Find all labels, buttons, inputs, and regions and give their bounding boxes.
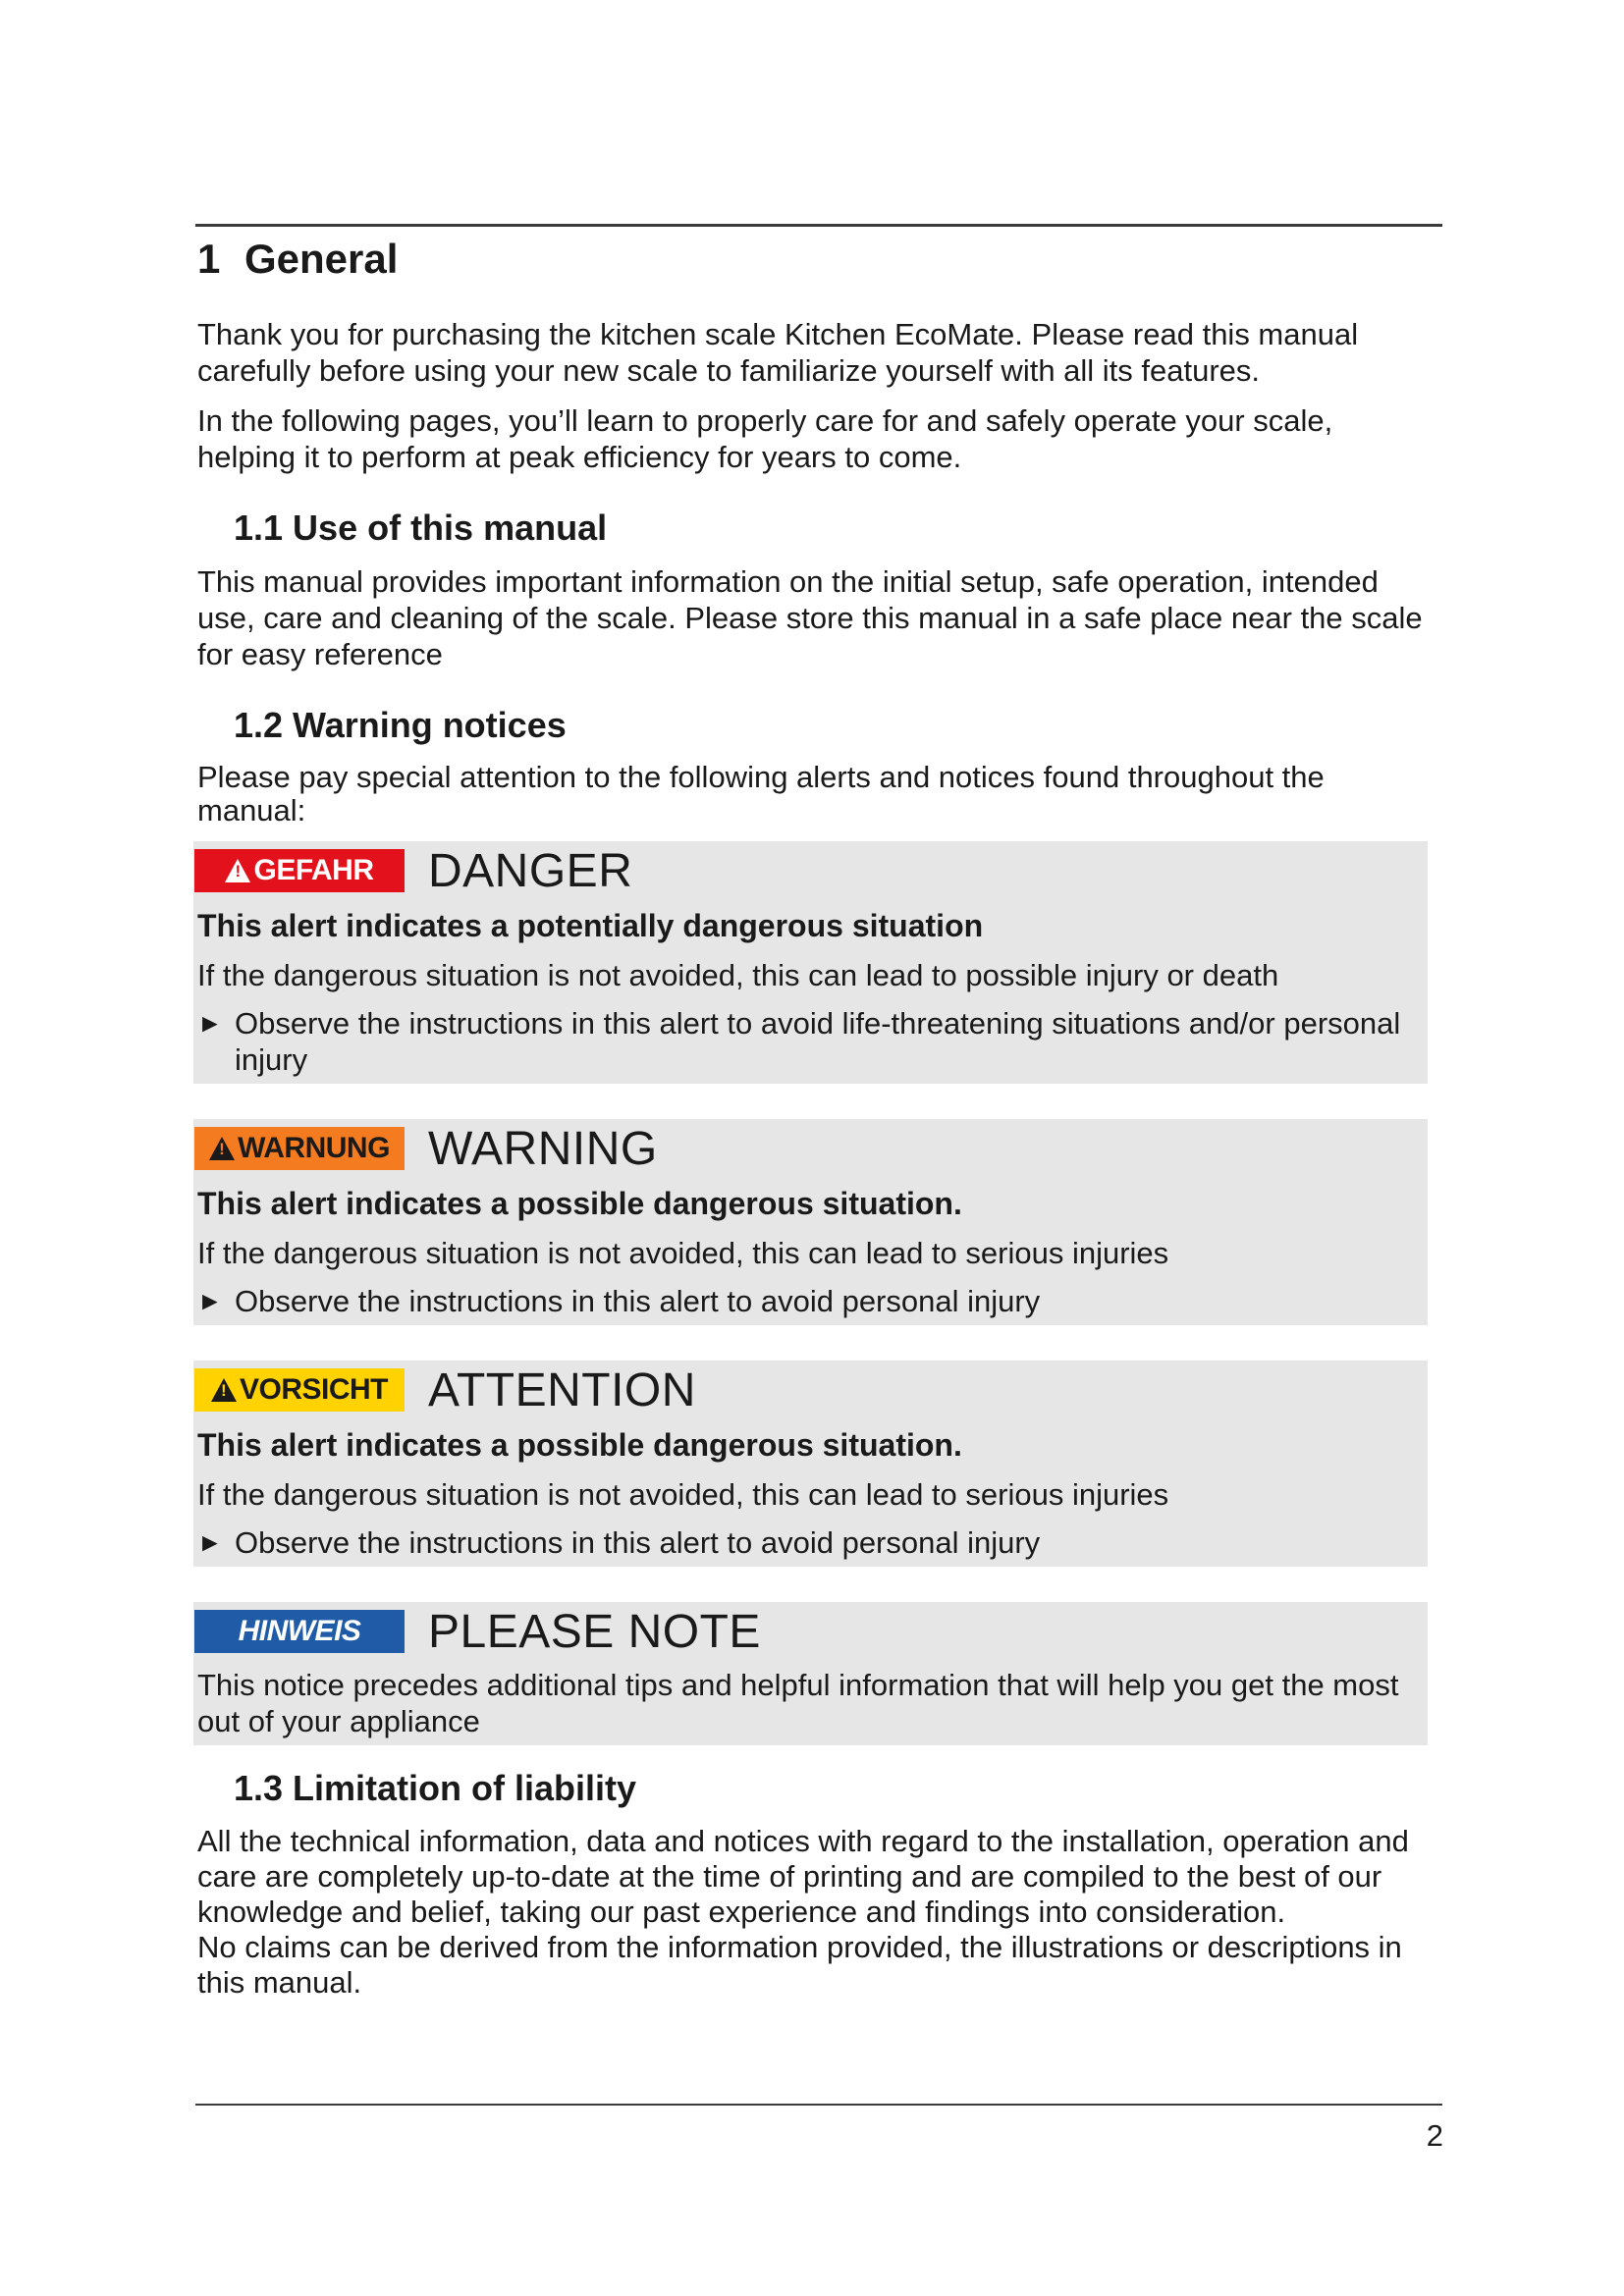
- caution-title: ATTENTION: [428, 1363, 696, 1416]
- notice-note: [193, 1602, 1428, 1745]
- danger-lead: This alert indicates a potentially dangerous situation: [197, 908, 984, 943]
- chapter-heading: [197, 234, 1435, 285]
- section-1-1-text: This manual provides important information on the initial setup, safe operation, intended use, care and cleaning of the scale. Please store this manual in a safe place near the scale for easy reference: [197, 564, 1423, 671]
- page-number: 2: [1426, 2118, 1443, 2153]
- black-right-pointer-icon: ►: [197, 1527, 223, 1557]
- footer-rule: [195, 2104, 1442, 2106]
- section-1-2-title: 1.2 Warning notices: [234, 705, 567, 745]
- warning-instruction: Observe the instructions in this alert to avoid personal injury: [235, 1284, 1041, 1318]
- warning-badge: [194, 1127, 405, 1170]
- note-title: PLEASE NOTE: [428, 1605, 761, 1658]
- caution-badge-label: VORSICHT: [239, 1373, 388, 1406]
- danger-text: If the dangerous situation is not avoided, this can lead to possible injury or death: [197, 958, 1279, 992]
- danger-badge-label: GEFAHR: [253, 854, 374, 886]
- notice-caution: [193, 1361, 1428, 1567]
- warning-title: WARNING: [428, 1122, 658, 1175]
- section-1-3-title: 1.3 Limitation of liability: [234, 1768, 637, 1808]
- caution-badge: [194, 1368, 405, 1412]
- warning-triangle-icon: [211, 1378, 237, 1402]
- warning-text: If the dangerous situation is not avoided, this can lead to serious injuries: [197, 1236, 1169, 1270]
- section-1-3-text: All the technical information, data and notices with regard to the installation, operation and care are completely up-to-date at the time of printing and are compiled to the best of our knowledge and belief, taking our past experience and findings into consideration.: [197, 1824, 1409, 1929]
- danger-instruction: Observe the instructions in this alert to avoid life-threatening situations and/or personal injury: [235, 1006, 1401, 1077]
- warning-lead: This alert indicates a possible dangerous situation.: [197, 1186, 962, 1221]
- section-1-1-title: 1.1 Use of this manual: [234, 507, 608, 548]
- note-badge-label: HINWEIS: [238, 1615, 361, 1647]
- page-content: [197, 228, 1435, 2014]
- warning-triangle-icon: [225, 859, 250, 882]
- warning-badge-label: WARNUNG: [238, 1132, 390, 1164]
- section-1-3-text-2: No claims can be derived from the information provided, the illustrations or descriptions in this manual.: [197, 1930, 1402, 2000]
- section-1-2-text: Please pay special attention to the following alerts and notices found throughout the manual:: [197, 760, 1325, 828]
- caution-instruction: Observe the instructions in this alert to avoid personal injury: [235, 1525, 1041, 1560]
- chapter-title: General: [244, 236, 399, 282]
- caution-text: If the dangerous situation is not avoided, this can lead to serious injuries: [197, 1477, 1169, 1512]
- black-right-pointer-icon: ►: [197, 1008, 223, 1038]
- intro-paragraph-2: In the following pages, you’ll learn to properly care for and safely operate your scale, helping it to perform at peak efficiency for years to come.: [197, 403, 1333, 474]
- note-text: This notice precedes additional tips and helpful information that will help you get the most out of your appliance: [197, 1668, 1399, 1738]
- notice-warning: [193, 1119, 1428, 1325]
- danger-title: DANGER: [428, 844, 633, 897]
- intro-paragraph-1: Thank you for purchasing the kitchen scale Kitchen EcoMate. Please read this manual carefully before using your new scale to familiarize yourself with all its features.: [197, 317, 1359, 388]
- caution-lead: This alert indicates a possible dangerous situation.: [197, 1427, 962, 1463]
- note-badge: [194, 1610, 405, 1653]
- warning-triangle-icon: [209, 1137, 235, 1160]
- notice-danger: [193, 841, 1428, 1084]
- header-rule: [195, 224, 1442, 227]
- chapter-number: 1: [197, 236, 221, 282]
- black-right-pointer-icon: ►: [197, 1286, 223, 1315]
- danger-badge: [194, 849, 405, 892]
